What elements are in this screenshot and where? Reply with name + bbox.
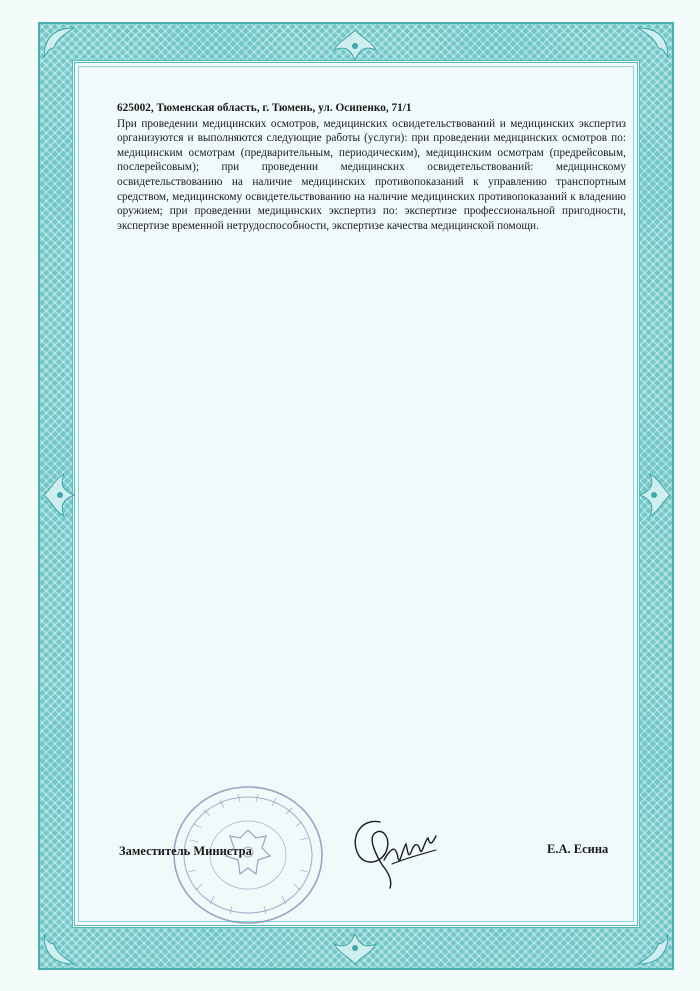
corner-ornament-icon (40, 24, 78, 62)
handwritten-signature-icon (340, 800, 450, 895)
top-ornament-icon (330, 26, 380, 66)
corner-ornament-icon (40, 930, 78, 968)
organization-address: 625002, Тюменская область, г. Тюмень, ул. Осипенко, 71/1 (117, 102, 412, 114)
document-content (117, 101, 626, 233)
corner-ornament-icon (634, 930, 672, 968)
left-ornament-icon (40, 470, 80, 520)
right-ornament-icon (634, 470, 674, 520)
corner-ornament-icon (634, 24, 672, 62)
signatory-name: Е.А. Есина (547, 842, 609, 856)
bottom-ornament-icon (330, 928, 380, 968)
signatory-position: Заместитель Министра (119, 844, 252, 858)
services-text: При проведении медицинских осмотров, медицинских освидетельствований и медицинских экспертиз организуются и выполняются следующие работы (услуги): при проведении медицинских осмотров по: медицинским осмотрам (предварительным, периодическим), медицинским осмотрам (предрейсовым, послерейсовым); при проведении медицинских освидетельствований: медицинскому освидетельствованию на наличие медицинских противопоказаний к управлению транспортным средством, медицинскому освидетельствованию на наличие медицинских противопоказаний к владению оружием; при проведении медицинских экспертиз по: экспертизе профессиональной пригодности, экспертизе временной нетрудоспособности, экспертизе качества медицинской помощи. (117, 117, 626, 232)
